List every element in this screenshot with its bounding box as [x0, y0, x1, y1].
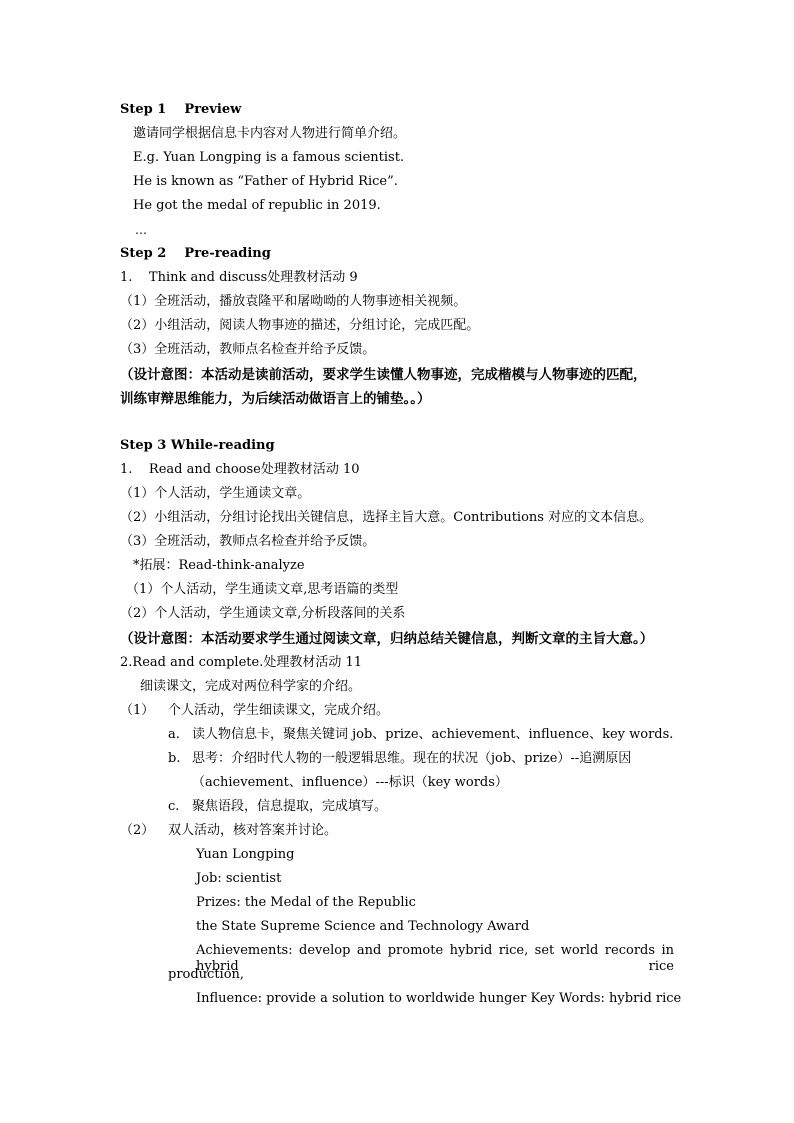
step3-extend-line: （2）个人活动，学生通读文章,分析段落间的关系	[120, 606, 406, 621]
sub-activity-number: （2）	[120, 823, 155, 838]
step1-line: He is known as “Father of Hybrid Rice”.	[133, 174, 398, 189]
step1-line: He got the medal of republic in 2019.	[133, 198, 381, 213]
step2-item1: 1. Think and discuss处理教材活动 9	[120, 270, 358, 285]
sub-item-text: 读人物信息卡，聚焦关键词 job、prize、achievement、influence、key words.	[192, 727, 674, 742]
sub-activity-text: 个人活动，学生细读课文，完成介绍。	[168, 703, 390, 718]
card-achievements-2: production,	[168, 967, 245, 982]
card-name: Yuan Longping	[196, 847, 295, 862]
step3-extend-line: （1）个人活动，学生通读文章,思考语篇的类型	[126, 582, 399, 597]
sub-item-text: （achievement、influence）---标识（key words）	[192, 775, 508, 790]
sub-item-text: 思考：介绍时代人物的一般逻辑思维。现在的状况（job、prize）--追溯原因	[192, 751, 632, 766]
step3-design-intent: （设计意图：本活动要求学生通过阅读文章，归纳总结关键信息，判断文章的主旨大意。）	[120, 631, 654, 647]
sub-item-label: c.	[168, 799, 180, 814]
sub-activity-number: （1）	[120, 703, 155, 718]
step3-item2-desc: 细读课文，完成对两位科学家的介绍。	[140, 679, 362, 694]
card-influence: Influence: provide a solution to worldwide hunger Key Words: hybrid rice	[196, 991, 682, 1006]
step3-line: （2）小组活动，分组讨论找出关键信息，选择主旨大意。Contributions 对应的文本信息。	[120, 510, 653, 525]
step2-line: （2）小组活动，阅读人物事迹的描述，分组讨论，完成匹配。	[120, 318, 480, 333]
card-prizes-2: the State Supreme Science and Technology Award	[196, 919, 530, 934]
step2-line: （3）全班活动，教师点名检查并给予反馈。	[120, 342, 376, 357]
sub-item-text: 聚焦语段，信息提取，完成填写。	[192, 799, 388, 814]
step3-extend: *拓展：Read-think-analyze	[133, 558, 305, 573]
card-achievements: Achievements: develop and promote hybrid rice, set world records in hybrid rice	[196, 943, 674, 974]
step1-heading: Step 1 Preview	[120, 102, 242, 117]
step2-design-intent: 训练审辩思维能力，为后续活动做语言上的铺垫。。）	[120, 391, 431, 407]
step1-ellipsis: …	[135, 223, 147, 237]
step1-line: 邀请同学根据信息卡内容对人物进行简单介绍。	[133, 126, 407, 141]
step3-item2: 2.Read and complete.处理教材活动 11	[120, 655, 362, 670]
step3-line: （3）全班活动，教师点名检查并给予反馈。	[120, 534, 376, 549]
step2-heading: Step 2 Pre-reading	[120, 246, 271, 261]
sub-item-label: a.	[168, 727, 180, 742]
step3-heading: Step 3 While-reading	[120, 438, 275, 453]
card-job: Job: scientist	[196, 871, 282, 886]
step2-design-intent: （设计意图：本活动是读前活动，要求学生读懂人物事迹，完成楷模与人物事迹的匹配，	[120, 367, 647, 383]
step2-line: （1）全班活动，播放袁隆平和屠呦呦的人物事迹相关视频。	[120, 294, 467, 309]
sub-item-label: b.	[168, 751, 181, 766]
sub-activity-text: 双人活动，核对答案并讨论。	[168, 823, 338, 838]
step1-line: E.g. Yuan Longping is a famous scientist.	[133, 150, 405, 165]
card-prizes: Prizes: the Medal of the Republic	[196, 895, 416, 910]
step3-line: （1）个人活动，学生通读文章。	[120, 486, 311, 501]
step3-item1: 1. Read and choose处理教材活动 10	[120, 462, 360, 477]
